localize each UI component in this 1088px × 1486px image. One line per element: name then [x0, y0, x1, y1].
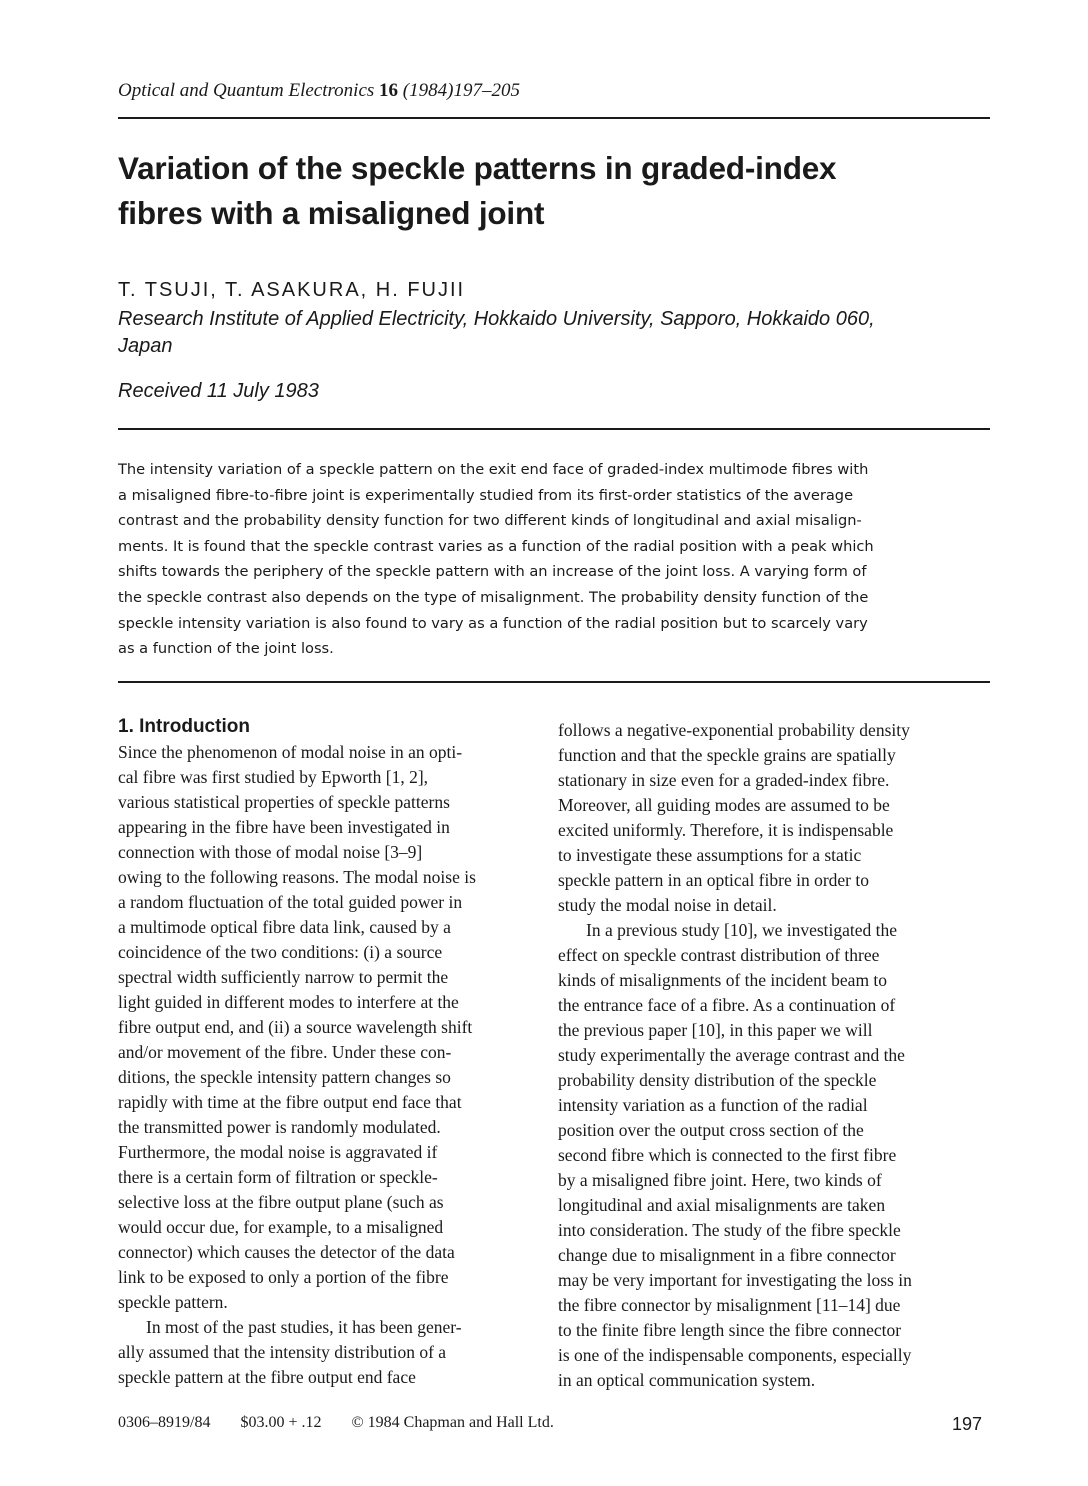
body-line: selective loss at the fibre output plane (such as [118, 1192, 444, 1212]
body-line: is one of the indispensable components, especially [558, 1345, 912, 1365]
abstract-top-rule [118, 428, 990, 430]
abstract-line: as a function of the joint loss. [118, 640, 334, 658]
body-line: study experimentally the average contrast and the [558, 1045, 905, 1065]
body-line: position over the output cross section of the [558, 1120, 864, 1140]
body-line: intensity variation as a function of the radial [558, 1095, 868, 1115]
body-line: effect on speckle contrast distribution of three [558, 945, 880, 965]
abstract-line: the speckle contrast also depends on the type of misalignment. The probability density function of the [118, 588, 869, 606]
abstract [118, 457, 998, 662]
body-line: excited uniformly. Therefore, it is indispensable [558, 820, 894, 840]
received-date: Received 11 July 1983 [118, 380, 319, 402]
body-line: kinds of misalignments of the incident beam to [558, 970, 888, 990]
body-line: by a misaligned fibre joint. Here, two kinds of [558, 1170, 882, 1190]
body-line: the transmitted power is randomly modulated. [118, 1117, 441, 1137]
body-line: follows a negative-exponential probability density [558, 720, 910, 740]
paragraph-first-line: In most of the past studies, it has been gener- [146, 1317, 462, 1337]
journal-year-pages: (1984)197–205 [402, 80, 520, 101]
paper-title [118, 146, 1008, 236]
authors: T. TSUJI, T. ASAKURA, H. FUJII [118, 279, 466, 301]
left-column [118, 714, 550, 1390]
body-line: rapidly with time at the fibre output end face that [118, 1092, 462, 1112]
body-line: to the finite fibre length since the fibre connector [558, 1320, 902, 1340]
body-line: link to be exposed to only a portion of the fibre [118, 1267, 449, 1287]
right-column [558, 718, 990, 1393]
body-line: connection with those of modal noise [3–9] [118, 842, 423, 862]
body-line: connector) which causes the detector of the data [118, 1242, 455, 1262]
body-line: Moreover, all guiding modes are assumed to be [558, 795, 890, 815]
body-line: appearing in the fibre have been investigated in [118, 817, 450, 837]
body-line: a random fluctuation of the total guided power in [118, 892, 463, 912]
body-line: various statistical properties of speckle patterns [118, 792, 450, 812]
paragraph-first-line: In a previous study [10], we investigated the [586, 920, 898, 940]
body-line: second fibre which is connected to the first fibre [558, 1145, 897, 1165]
title-line: Variation of the speckle patterns in graded-index [118, 150, 837, 186]
body-line: Furthermore, the modal noise is aggravated if [118, 1142, 438, 1162]
journal-name: Optical and Quantum Electronics [118, 80, 375, 101]
page-number: 197 [952, 1414, 983, 1434]
body-line: ditions, the speckle intensity pattern changes so [118, 1067, 451, 1087]
body-line: probability density distribution of the speckle [558, 1070, 877, 1090]
body-line: the fibre connector by misalignment [11–14] due [558, 1295, 901, 1315]
footer-code: 0306–8919/84 [118, 1414, 211, 1431]
body-line: function and that the speckle grains are spatially [558, 745, 896, 765]
journal-citation [118, 80, 520, 102]
body-line: change due to misalignment in a fibre connector [558, 1245, 896, 1265]
footer-copyright: © 1984 Chapman and Hall Ltd. [351, 1414, 554, 1431]
abstract-line: contrast and the probability density function for two different kinds of longitudinal and axial misalign- [118, 512, 862, 530]
body-line: to investigate these assumptions for a static [558, 845, 862, 865]
abstract-line: a misaligned fibre-to-fibre joint is experimentally studied from its first-order statistics of the average [118, 486, 854, 504]
abstract-line: ments. It is found that the speckle contrast varies as a function of the radial position with a peak which [118, 537, 874, 555]
abstract-line: The intensity variation of a speckle pattern on the exit end face of graded-index multimode fibres with [118, 461, 869, 478]
body-line: a multimode optical fibre data link, caused by a [118, 917, 451, 937]
body-line: speckle pattern at the fibre output end face [118, 1367, 416, 1387]
footer-price: $03.00 + .12 [240, 1414, 322, 1431]
body-line: and/or movement of the fibre. Under these con- [118, 1042, 452, 1062]
body-line: speckle pattern in an optical fibre in order to [558, 870, 869, 890]
body-line: cal fibre was first studied by Epworth [1, 2], [118, 767, 429, 787]
body-line: owing to the following reasons. The modal noise is [118, 867, 476, 887]
footer [118, 1414, 580, 1432]
body-line: there is a certain form of filtration or speckle- [118, 1167, 438, 1187]
body-line: speckle pattern. [118, 1292, 228, 1312]
body-line: coincidence of the two conditions: (i) a source [118, 942, 443, 962]
body-line: would occur due, for example, to a misaligned [118, 1217, 444, 1237]
body-line: may be very important for investigating the loss in [558, 1270, 912, 1290]
body-line: fibre output end, and (ii) a source wavelength shift [118, 1017, 473, 1037]
affiliation-line: Japan [118, 335, 173, 357]
body-line: light guided in different modes to interfere at the [118, 992, 459, 1012]
abstract-line: shifts towards the periphery of the speckle pattern with an increase of the joint loss. A varying form of [118, 563, 867, 581]
abstract-line: speckle intensity variation is also found to vary as a function of the radial position but to scarcely vary [118, 614, 868, 632]
body-line: the previous paper [10], in this paper we will [558, 1020, 873, 1040]
body-line: stationary in size even for a graded-index fibre. [558, 770, 890, 790]
body-line: the entrance face of a fibre. As a continuation of [558, 995, 896, 1015]
body-line: Since the phenomenon of modal noise in an opti- [118, 742, 463, 762]
body-line: study the modal noise in detail. [558, 895, 777, 915]
journal-volume: 16 [379, 80, 399, 101]
abstract-bottom-rule [118, 681, 990, 683]
header-rule [118, 117, 990, 119]
section-heading: 1. Introduction [118, 716, 250, 737]
body-line: spectral width sufficiently narrow to permit the [118, 967, 449, 987]
body-line: in an optical communication system. [558, 1370, 816, 1390]
body-line: into consideration. The study of the fibre speckle [558, 1220, 901, 1240]
affiliation-line: Research Institute of Applied Electricity, Hokkaido University, Sapporo, Hokkaido 060, [118, 308, 875, 330]
affiliation [118, 306, 998, 360]
body-line: longitudinal and axial misalignments are taken [558, 1195, 886, 1215]
title-line: fibres with a misaligned joint [118, 195, 545, 231]
body-line: ally assumed that the intensity distribution of a [118, 1342, 447, 1362]
